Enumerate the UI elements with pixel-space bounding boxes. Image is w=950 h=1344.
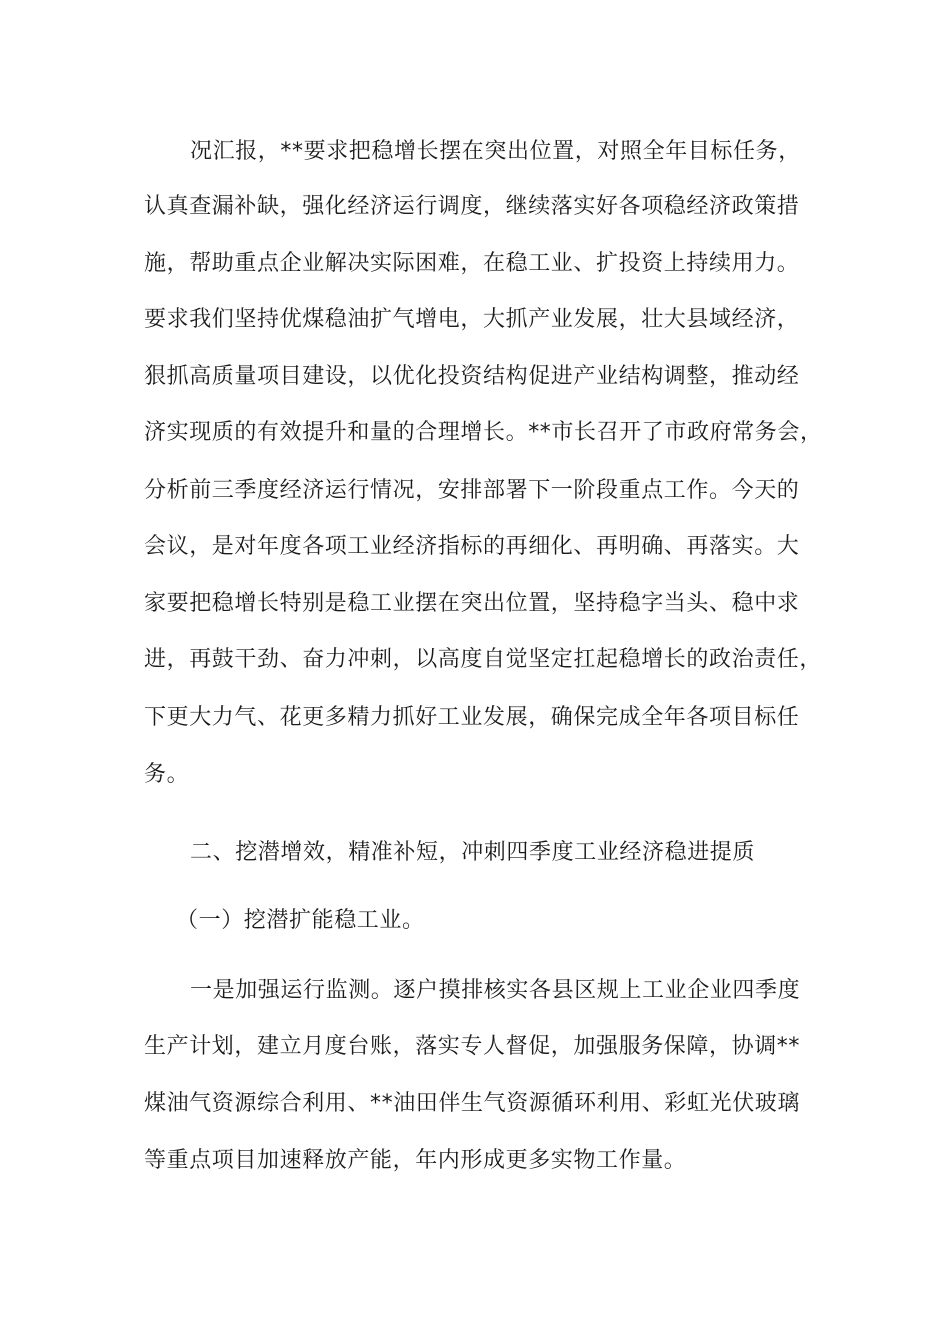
text-line: 会议，是对年度各项工业经济指标的再细化、再明确、再落实。大 xyxy=(144,534,800,559)
section-heading: 二、挖潜增效，精准补短，冲刺四季度工业经济稳进提质 xyxy=(190,840,756,865)
text-line: 一是加强运行监测。逐户摸排核实各县区规上工业企业四季度 xyxy=(190,978,801,1003)
text-line: 进，再鼓干劲、奋力冲刺，以高度自觉坚定扛起稳增长的政治责任， xyxy=(144,647,823,672)
text-line: 生产计划，建立月度台账，落实专人督促，加强服务保障，协调** xyxy=(144,1034,801,1059)
text-line: 分析前三季度经济运行情况，安排部署下一阶段重点工作。今天的 xyxy=(144,478,800,503)
text-line: 下更大力气、花更多精力抓好工业发展，确保完成全年各项目标任 xyxy=(144,705,800,730)
text-line: 等重点项目加速释放产能，年内形成更多实物工作量。 xyxy=(144,1148,687,1173)
subsection-heading: （一）挖潜扩能稳工业。 xyxy=(176,908,425,933)
text-line: 煤油气资源综合利用、**油田伴生气资源循环利用、彩虹光伏玻璃 xyxy=(144,1091,801,1116)
text-line: 况汇报，**要求把稳增长摆在突出位置，对照全年目标任务， xyxy=(190,139,801,164)
text-line: 狠抓高质量项目建设，以优化投资结构促进产业结构调整，推动经 xyxy=(144,364,800,389)
text-line: 务。 xyxy=(144,762,190,787)
text-line: 要求我们坚持优煤稳油扩气增电，大抓产业发展，壮大县域经济， xyxy=(144,307,800,332)
text-line: 家要把稳增长特别是稳工业摆在突出位置，坚持稳字当头、稳中求 xyxy=(144,591,800,616)
text-line: 认真查漏补缺，强化经济运行调度，继续落实好各项稳经济政策措 xyxy=(144,194,800,219)
text-line: 济实现质的有效提升和量的合理增长。**市长召开了市政府常务会， xyxy=(144,420,823,445)
text-line: 施，帮助重点企业解决实际困难，在稳工业、扩投资上持续用力。 xyxy=(144,251,800,276)
